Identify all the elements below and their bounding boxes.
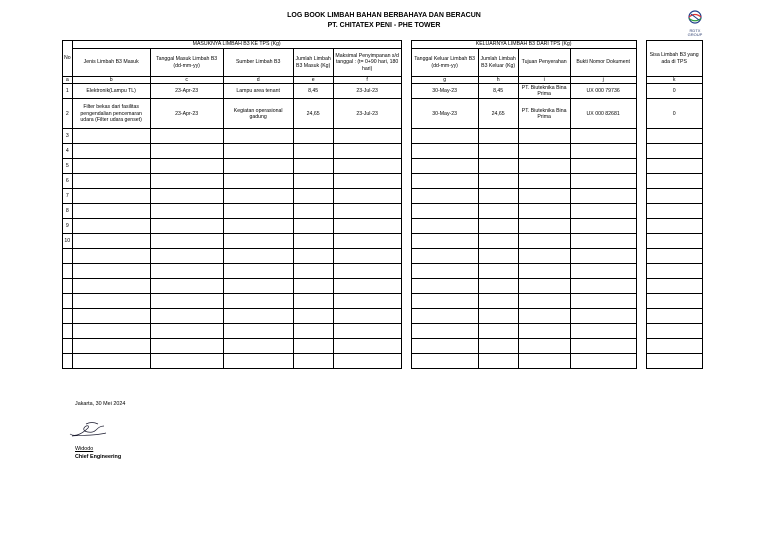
column-gap xyxy=(401,234,411,249)
table-row xyxy=(63,324,703,339)
cell-jumlah-masuk: 8,45 xyxy=(293,84,333,99)
table-row xyxy=(63,354,703,369)
cell-sisa xyxy=(646,309,702,324)
signature-image xyxy=(66,418,112,442)
column-header-row xyxy=(63,49,703,77)
cell-sisa xyxy=(646,129,702,144)
cell-tgl-masuk xyxy=(150,264,223,279)
cell-jumlah-keluar: 8,45 xyxy=(478,84,518,99)
cell-jumlah-masuk xyxy=(293,204,333,219)
cell-jenis xyxy=(72,294,150,309)
cell-sisa xyxy=(646,174,702,189)
cell-tgl-masuk xyxy=(150,279,223,294)
cell-jumlah-masuk xyxy=(293,129,333,144)
header-no: No xyxy=(63,41,73,77)
header-jumlah-keluar: Jumlah Limbah B3 Keluar (Kg) xyxy=(478,49,518,77)
cell-jumlah-keluar xyxy=(478,264,518,279)
header-bukti: Bukti Nomor Dokument xyxy=(570,49,636,77)
column-gap xyxy=(636,84,646,99)
cell-jumlah-masuk xyxy=(293,174,333,189)
cell-jumlah-keluar xyxy=(478,324,518,339)
cell-bukti: UX 000 82681 xyxy=(570,99,636,129)
cell-jenis xyxy=(72,189,150,204)
cell-tgl-masuk xyxy=(150,159,223,174)
letter-g: g xyxy=(411,77,478,84)
cell-jumlah-keluar xyxy=(478,354,518,369)
cell-jenis xyxy=(72,339,150,354)
cell-jumlah-keluar xyxy=(478,204,518,219)
cell-jumlah-keluar xyxy=(478,189,518,204)
cell-jenis xyxy=(72,144,150,159)
cell-tujuan xyxy=(518,339,570,354)
header-jenis: Jenis Limbah B3 Masuk xyxy=(72,49,150,77)
cell-sumber xyxy=(223,324,293,339)
cell-maks xyxy=(333,189,401,204)
cell-jumlah-masuk xyxy=(293,144,333,159)
column-gap xyxy=(636,219,646,234)
cell-sumber xyxy=(223,159,293,174)
rdtx-globe-logo-icon xyxy=(686,10,704,24)
section-in-header: MASUKNYA LIMBAH B3 KE TPS (Kg) xyxy=(72,41,401,49)
header-maks: Maksimal Penyimpanan s/d tanggal : (t= 0+90 hari, 180 hari) xyxy=(333,49,401,77)
cell-sumber xyxy=(223,234,293,249)
cell-jumlah-keluar xyxy=(478,249,518,264)
cell-tgl-keluar xyxy=(411,174,478,189)
column-gap xyxy=(401,41,411,77)
cell-maks xyxy=(333,234,401,249)
cell-maks xyxy=(333,159,401,174)
cell-jenis xyxy=(72,249,150,264)
signatory-name: Widodo xyxy=(75,446,94,452)
cell-tgl-masuk xyxy=(150,129,223,144)
cell-sumber xyxy=(223,189,293,204)
cell-tgl-keluar xyxy=(411,159,478,174)
column-gap xyxy=(401,204,411,219)
column-gap xyxy=(636,279,646,294)
cell-jumlah-masuk xyxy=(293,264,333,279)
cell-tujuan xyxy=(518,189,570,204)
cell-tujuan xyxy=(518,144,570,159)
cell-bukti xyxy=(570,159,636,174)
cell-no xyxy=(63,339,73,354)
column-gap xyxy=(636,129,646,144)
column-gap xyxy=(401,324,411,339)
cell-sumber xyxy=(223,219,293,234)
cell-jumlah-keluar: 24,65 xyxy=(478,99,518,129)
cell-jumlah-keluar xyxy=(478,144,518,159)
cell-no xyxy=(63,279,73,294)
header-sumber: Sumber Limbah B3 xyxy=(223,49,293,77)
cell-no: 3 xyxy=(63,129,73,144)
cell-sumber xyxy=(223,354,293,369)
cell-bukti xyxy=(570,174,636,189)
cell-jumlah-masuk xyxy=(293,234,333,249)
table-row xyxy=(63,309,703,324)
logo-text-group: GROUP xyxy=(687,32,703,37)
column-gap xyxy=(636,41,646,77)
cell-bukti xyxy=(570,129,636,144)
place-date: Jakarta, 30 Mei 2024 xyxy=(75,401,126,407)
table-row xyxy=(63,234,703,249)
header-sisa: Sisa Limbah B3 yang ada di TPS xyxy=(646,41,702,77)
table-row xyxy=(63,264,703,279)
cell-sisa: 0 xyxy=(646,84,702,99)
cell-tujuan xyxy=(518,249,570,264)
cell-jumlah-keluar xyxy=(478,294,518,309)
cell-tujuan xyxy=(518,309,570,324)
cell-no: 8 xyxy=(63,204,73,219)
cell-sisa xyxy=(646,249,702,264)
table-row xyxy=(63,249,703,264)
table-row xyxy=(63,99,703,129)
cell-jenis xyxy=(72,159,150,174)
cell-tgl-keluar xyxy=(411,354,478,369)
header-tujuan: Tujuan Penyerahan xyxy=(518,49,570,77)
cell-sisa xyxy=(646,144,702,159)
cell-sumber xyxy=(223,174,293,189)
cell-tgl-masuk xyxy=(150,234,223,249)
cell-sisa xyxy=(646,294,702,309)
cell-tgl-masuk xyxy=(150,219,223,234)
cell-no: 4 xyxy=(63,144,73,159)
cell-jenis xyxy=(72,219,150,234)
letter-i: i xyxy=(518,77,570,84)
column-gap xyxy=(636,99,646,129)
cell-no: 6 xyxy=(63,174,73,189)
cell-tgl-masuk xyxy=(150,144,223,159)
logo-text-rdtx: RDTX xyxy=(689,28,701,33)
cell-sisa xyxy=(646,324,702,339)
column-gap xyxy=(636,234,646,249)
cell-sumber xyxy=(223,309,293,324)
column-gap xyxy=(636,324,646,339)
cell-sumber xyxy=(223,264,293,279)
cell-sumber xyxy=(223,144,293,159)
column-gap xyxy=(636,339,646,354)
cell-maks: 23-Jul-23 xyxy=(333,84,401,99)
cell-jenis xyxy=(72,309,150,324)
letter-k: k xyxy=(646,77,702,84)
table-row xyxy=(63,174,703,189)
table-row xyxy=(63,339,703,354)
cell-sumber: Lampu area tenant xyxy=(223,84,293,99)
cell-tgl-masuk xyxy=(150,309,223,324)
cell-sisa xyxy=(646,234,702,249)
cell-jumlah-masuk: 24,65 xyxy=(293,99,333,129)
section-header-row xyxy=(63,41,703,49)
cell-sisa xyxy=(646,219,702,234)
signatory-role: Chief Engineering xyxy=(75,454,122,460)
cell-bukti xyxy=(570,189,636,204)
cell-maks xyxy=(333,354,401,369)
cell-sumber xyxy=(223,249,293,264)
cell-tujuan xyxy=(518,174,570,189)
column-gap xyxy=(401,294,411,309)
cell-tgl-masuk: 23-Apr-23 xyxy=(150,84,223,99)
table-row xyxy=(63,204,703,219)
cell-maks xyxy=(333,264,401,279)
column-gap xyxy=(636,77,646,84)
column-gap xyxy=(401,174,411,189)
cell-maks xyxy=(333,279,401,294)
company-logo xyxy=(683,10,707,40)
cell-bukti xyxy=(570,264,636,279)
column-gap xyxy=(401,129,411,144)
cell-tgl-keluar xyxy=(411,234,478,249)
column-gap xyxy=(401,339,411,354)
cell-sumber xyxy=(223,339,293,354)
cell-jumlah-masuk xyxy=(293,354,333,369)
cell-tgl-masuk xyxy=(150,294,223,309)
cell-bukti xyxy=(570,309,636,324)
column-gap xyxy=(401,219,411,234)
letter-b: b xyxy=(72,77,150,84)
cell-jumlah-masuk xyxy=(293,339,333,354)
cell-bukti xyxy=(570,354,636,369)
cell-sisa xyxy=(646,204,702,219)
cell-maks xyxy=(333,204,401,219)
cell-sisa xyxy=(646,189,702,204)
cell-jenis xyxy=(72,279,150,294)
column-gap xyxy=(636,354,646,369)
column-gap xyxy=(401,264,411,279)
table-row xyxy=(63,294,703,309)
letter-c: c xyxy=(150,77,223,84)
cell-no xyxy=(63,309,73,324)
column-gap xyxy=(401,77,411,84)
cell-tgl-masuk: 23-Apr-23 xyxy=(150,99,223,129)
cell-jumlah-keluar xyxy=(478,309,518,324)
cell-maks xyxy=(333,249,401,264)
cell-jumlah-keluar xyxy=(478,234,518,249)
column-gap xyxy=(636,204,646,219)
letter-h: h xyxy=(478,77,518,84)
column-gap xyxy=(401,159,411,174)
cell-no: 9 xyxy=(63,219,73,234)
cell-maks xyxy=(333,339,401,354)
cell-no: 10 xyxy=(63,234,73,249)
column-gap xyxy=(636,264,646,279)
cell-tgl-masuk xyxy=(150,189,223,204)
cell-tujuan: PT. Biuteknika Bina Prima xyxy=(518,99,570,129)
cell-tgl-keluar xyxy=(411,264,478,279)
section-out-header: KELUARNYA LIMBAH B3 DARI TPS (Kg) xyxy=(411,41,636,49)
cell-tgl-keluar xyxy=(411,309,478,324)
cell-jumlah-masuk xyxy=(293,324,333,339)
cell-jumlah-masuk xyxy=(293,219,333,234)
cell-jumlah-keluar xyxy=(478,279,518,294)
cell-tgl-keluar xyxy=(411,249,478,264)
cell-bukti xyxy=(570,294,636,309)
letter-j: j xyxy=(570,77,636,84)
table-row xyxy=(63,84,703,99)
letter-a: a xyxy=(63,77,73,84)
cell-tujuan xyxy=(518,324,570,339)
cell-sumber: Kegiatan operasional gadung xyxy=(223,99,293,129)
cell-jenis: Filter bekas dari fasilitas pengendalian pencemaran udara (Filter udara genset) xyxy=(72,99,150,129)
cell-tgl-keluar xyxy=(411,129,478,144)
cell-jumlah-masuk xyxy=(293,249,333,264)
cell-tgl-keluar xyxy=(411,324,478,339)
column-gap xyxy=(401,144,411,159)
waste-log-table xyxy=(62,40,703,369)
column-gap xyxy=(636,174,646,189)
cell-tujuan xyxy=(518,219,570,234)
cell-sisa xyxy=(646,264,702,279)
cell-tgl-masuk xyxy=(150,324,223,339)
column-gap xyxy=(401,189,411,204)
cell-maks xyxy=(333,294,401,309)
cell-jumlah-keluar xyxy=(478,339,518,354)
cell-tgl-masuk xyxy=(150,354,223,369)
cell-sisa xyxy=(646,354,702,369)
cell-tujuan xyxy=(518,264,570,279)
cell-sumber xyxy=(223,294,293,309)
column-gap xyxy=(401,279,411,294)
letter-f: f xyxy=(333,77,401,84)
cell-jenis xyxy=(72,234,150,249)
letter-d: d xyxy=(223,77,293,84)
column-gap xyxy=(636,249,646,264)
column-gap xyxy=(401,249,411,264)
column-gap xyxy=(401,354,411,369)
cell-jumlah-keluar xyxy=(478,159,518,174)
cell-sisa xyxy=(646,279,702,294)
table-row xyxy=(63,129,703,144)
cell-tgl-keluar: 30-May-23 xyxy=(411,84,478,99)
table-row xyxy=(63,159,703,174)
column-gap xyxy=(636,294,646,309)
header-tgl-keluar: Tanggal Keluar Limbah B3 (dd-mm-yy) xyxy=(411,49,478,77)
cell-tujuan xyxy=(518,294,570,309)
cell-bukti xyxy=(570,324,636,339)
cell-bukti xyxy=(570,204,636,219)
cell-jenis: Elektronik(Lampu TL) xyxy=(72,84,150,99)
cell-tgl-masuk xyxy=(150,249,223,264)
column-gap xyxy=(401,84,411,99)
cell-jenis xyxy=(72,324,150,339)
cell-tgl-keluar xyxy=(411,204,478,219)
cell-jenis xyxy=(72,174,150,189)
cell-bukti xyxy=(570,249,636,264)
table-row xyxy=(63,189,703,204)
cell-tujuan xyxy=(518,204,570,219)
column-gap xyxy=(401,99,411,129)
cell-tujuan: PT. Biuteknika Bina Prima xyxy=(518,84,570,99)
cell-jumlah-masuk xyxy=(293,159,333,174)
cell-tgl-keluar xyxy=(411,144,478,159)
cell-jumlah-masuk xyxy=(293,294,333,309)
cell-tgl-keluar xyxy=(411,189,478,204)
cell-tgl-keluar: 30-May-23 xyxy=(411,99,478,129)
cell-jumlah-masuk xyxy=(293,279,333,294)
cell-sisa xyxy=(646,339,702,354)
cell-tujuan xyxy=(518,234,570,249)
cell-bukti xyxy=(570,339,636,354)
cell-maks xyxy=(333,174,401,189)
cell-tujuan xyxy=(518,129,570,144)
cell-no xyxy=(63,354,73,369)
cell-jenis xyxy=(72,354,150,369)
cell-jumlah-masuk xyxy=(293,189,333,204)
cell-maks: 23-Jul-23 xyxy=(333,99,401,129)
column-gap xyxy=(401,309,411,324)
cell-sumber xyxy=(223,129,293,144)
cell-no xyxy=(63,294,73,309)
cell-tgl-masuk xyxy=(150,174,223,189)
table-row xyxy=(63,219,703,234)
cell-jenis xyxy=(72,264,150,279)
cell-bukti xyxy=(570,279,636,294)
cell-maks xyxy=(333,309,401,324)
cell-jumlah-masuk xyxy=(293,309,333,324)
cell-sumber xyxy=(223,279,293,294)
column-gap xyxy=(636,159,646,174)
cell-no: 7 xyxy=(63,189,73,204)
cell-jenis xyxy=(72,129,150,144)
cell-sisa xyxy=(646,159,702,174)
cell-no: 5 xyxy=(63,159,73,174)
cell-jumlah-keluar xyxy=(478,174,518,189)
cell-no: 2 xyxy=(63,99,73,129)
header-tgl-masuk: Tanggal Masuk Limbah B3 (dd-mm-yy) xyxy=(150,49,223,77)
cell-no xyxy=(63,249,73,264)
cell-maks xyxy=(333,129,401,144)
cell-jumlah-keluar xyxy=(478,219,518,234)
cell-no xyxy=(63,264,73,279)
header-jumlah-masuk: Jumlah Limbah B3 Masuk (Kg) xyxy=(293,49,333,77)
cell-tujuan xyxy=(518,354,570,369)
cell-sumber xyxy=(223,204,293,219)
cell-tgl-keluar xyxy=(411,279,478,294)
cell-tgl-keluar xyxy=(411,339,478,354)
cell-jumlah-keluar xyxy=(478,129,518,144)
cell-jenis xyxy=(72,204,150,219)
cell-bukti xyxy=(570,144,636,159)
column-gap xyxy=(636,309,646,324)
cell-tgl-masuk xyxy=(150,204,223,219)
document-subtitle: PT. CHITATEX PENI - PHE TOWER xyxy=(327,22,441,29)
cell-tgl-keluar xyxy=(411,294,478,309)
cell-tgl-keluar xyxy=(411,219,478,234)
cell-tujuan xyxy=(518,159,570,174)
letter-e: e xyxy=(293,77,333,84)
cell-tujuan xyxy=(518,279,570,294)
cell-maks xyxy=(333,324,401,339)
cell-bukti xyxy=(570,219,636,234)
cell-tgl-masuk xyxy=(150,339,223,354)
document-title: LOG BOOK LIMBAH BAHAN BERBAHAYA DAN BERACUN xyxy=(287,12,481,19)
cell-no: 1 xyxy=(63,84,73,99)
cell-no xyxy=(63,324,73,339)
cell-bukti xyxy=(570,234,636,249)
cell-bukti: UX 000 79736 xyxy=(570,84,636,99)
cell-sisa: 0 xyxy=(646,99,702,129)
column-gap xyxy=(636,144,646,159)
table-row xyxy=(63,279,703,294)
cell-maks xyxy=(333,219,401,234)
table-row xyxy=(63,144,703,159)
cell-maks xyxy=(333,144,401,159)
column-gap xyxy=(636,189,646,204)
letter-row xyxy=(63,77,703,84)
